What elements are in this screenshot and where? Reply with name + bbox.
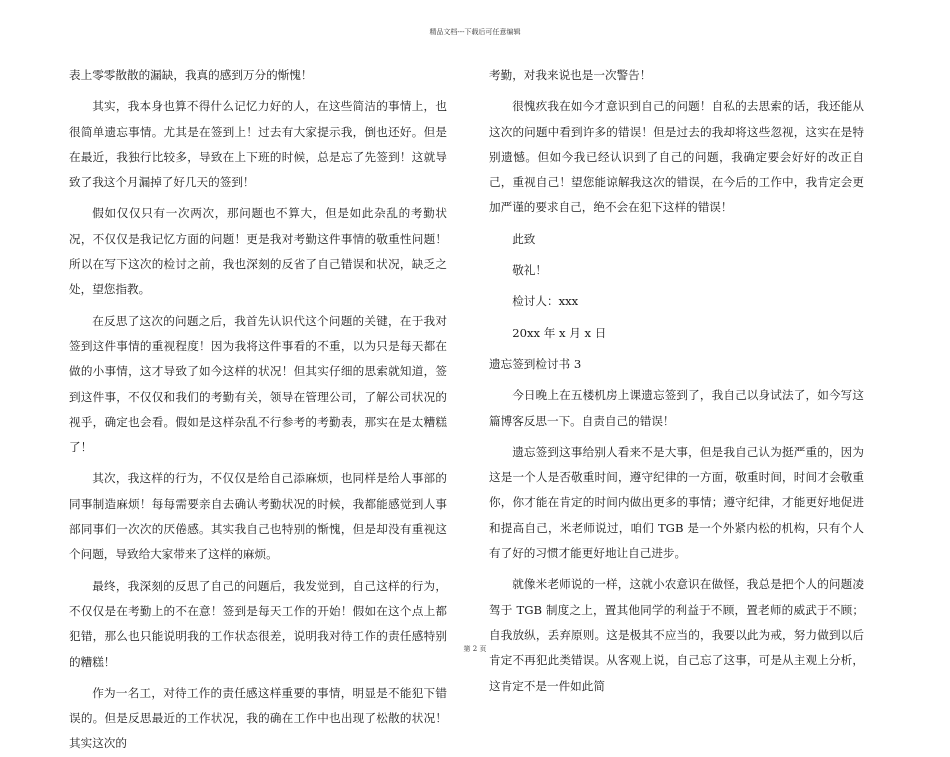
paragraph: 假如仅仅只有一次两次，那问题也不算大，但是如此杂乱的考勤状况，不仅仅是我记忆方面的问题！更是我对考勤这件事情的敬重性问题！所以在写下这次的检讨之前，我也深刻的反省了自己错误和状况，缺乏之处，望您指教。 [69, 206, 447, 297]
page-header: 精品文档---下载后可任意编辑 [429, 28, 521, 36]
paragraph: 最终，我深刻的反思了自己的问题后，我发觉到，自己这样的行为，不仅仅是在考勤上的不在意！签到是每天工作的开始！假如在这个点上都犯错，那么也只能说明我的工作状态很差，说明我对待工作的责任感特别的糟糕！ [69, 578, 447, 669]
paragraph: 表上零零散散的漏缺，我真的感到万分的惭愧！ [69, 68, 313, 82]
paragraph: 作为一名工，对待工作的责任感这样重要的事情，明显是不能犯下错误的。但是反思最近的工作状况，我的确在工作中也出现了松散的状况！其实这次的 [69, 685, 447, 751]
paragraph: 就像米老师说的一样，这就小农意识在做怪，我总是把个人的问题凌驾于 TGB 制度之上，置其他同学的利益于不顾，置老师的威武于不顾；自我放纵，丢弃原则。这是极其不应当的，我要以此为戒，努力做到以后肯定不再犯此类错误。从客观上说，自己忘了这事，可是从主观上分析，这肯定不是一件如此简 [489, 577, 864, 693]
right-column [489, 63, 864, 699]
paragraph: 其次，我这样的行为，不仅仅是给自己添麻烦，也同样是给人事部的同事制造麻烦！每每需要亲自去确认考勤状况的时候，我都能感觉到人事部同事们一次次的厌倦感。其实我自己也特别的惭愧，但是却没有重视这个问题，导致给大家带来了这样的麻烦。 [69, 471, 447, 562]
paragraph: 遗忘签到这事给别人看来不是大事，但是我自己认为挺严重的，因为这是一个人是否敬重时间，遵守纪律的一方面，敬重时间，时间才会敬重你，你才能在肯定的时间内做出更多的事情；遵守纪律，才能更好地促进和提高自己，米老师说过，咱们 TGB 是一个外紧内松的机构，只有个人有了好的习惯才能更好地让自己进步。 [489, 444, 864, 561]
closing-line: 此致 [512, 231, 536, 246]
paragraph: 其实，我本身也算不得什么记忆力好的人，在这些简洁的事情上，也很简单遗忘事情。尤其是在签到上！过去有大家提示我，倒也还好。但是在最近，我独行比较多，导致在上下班的时候，总是忘了先签到！这就导致了我这个月漏掉了好几天的签到！ [69, 99, 447, 190]
paragraph: 考勤，对我来说也是一次警告！ [489, 68, 652, 82]
paragraph: 在反思了这次的问题之后，我首先认识代这个问题的关键，在于我对签到这件事情的重视程度！因为我将这件事看的不重，以为只是每天都在做的小事情，这才导致了如今这样的状况！但其实仔细的思索就知道，签到这件事，不仅仅和我们的考勤有关，领导在管理公司，了解公司状况的视乎，确定也会看。假如是这样杂乱不行参考的考勤表，那实在是太糟糕了！ [69, 313, 447, 455]
salutation: 敬礼！ [512, 263, 547, 278]
page-number: 第 2 页 [463, 645, 487, 653]
paragraph: 今日晚上在五楼机房上课遗忘签到了，我自己以身试法了，如今写这篇博客反思一下。自责自己的错误！ [489, 388, 864, 428]
date: 20xx 年 x 月 x 日 [512, 325, 607, 340]
section-title: 遗忘签到检讨书 3 [489, 356, 582, 371]
signer: 检讨人：xxx [512, 294, 579, 309]
paragraph: 很愧疚我在如今才意识到自己的问题！自私的去思索的话，我还能从这次的问题中看到许多的错误！但是过去的我却将这些忽视，这实在是特别遗憾。但如今我已经认识到了自己的问题，我确定要会好好的改正自己，重视自己！望您能谅解我这次的错误，在今后的工作中，我肯定会更加严谨的要求自己，绝不会在犯下这样的错误！ [489, 99, 864, 215]
